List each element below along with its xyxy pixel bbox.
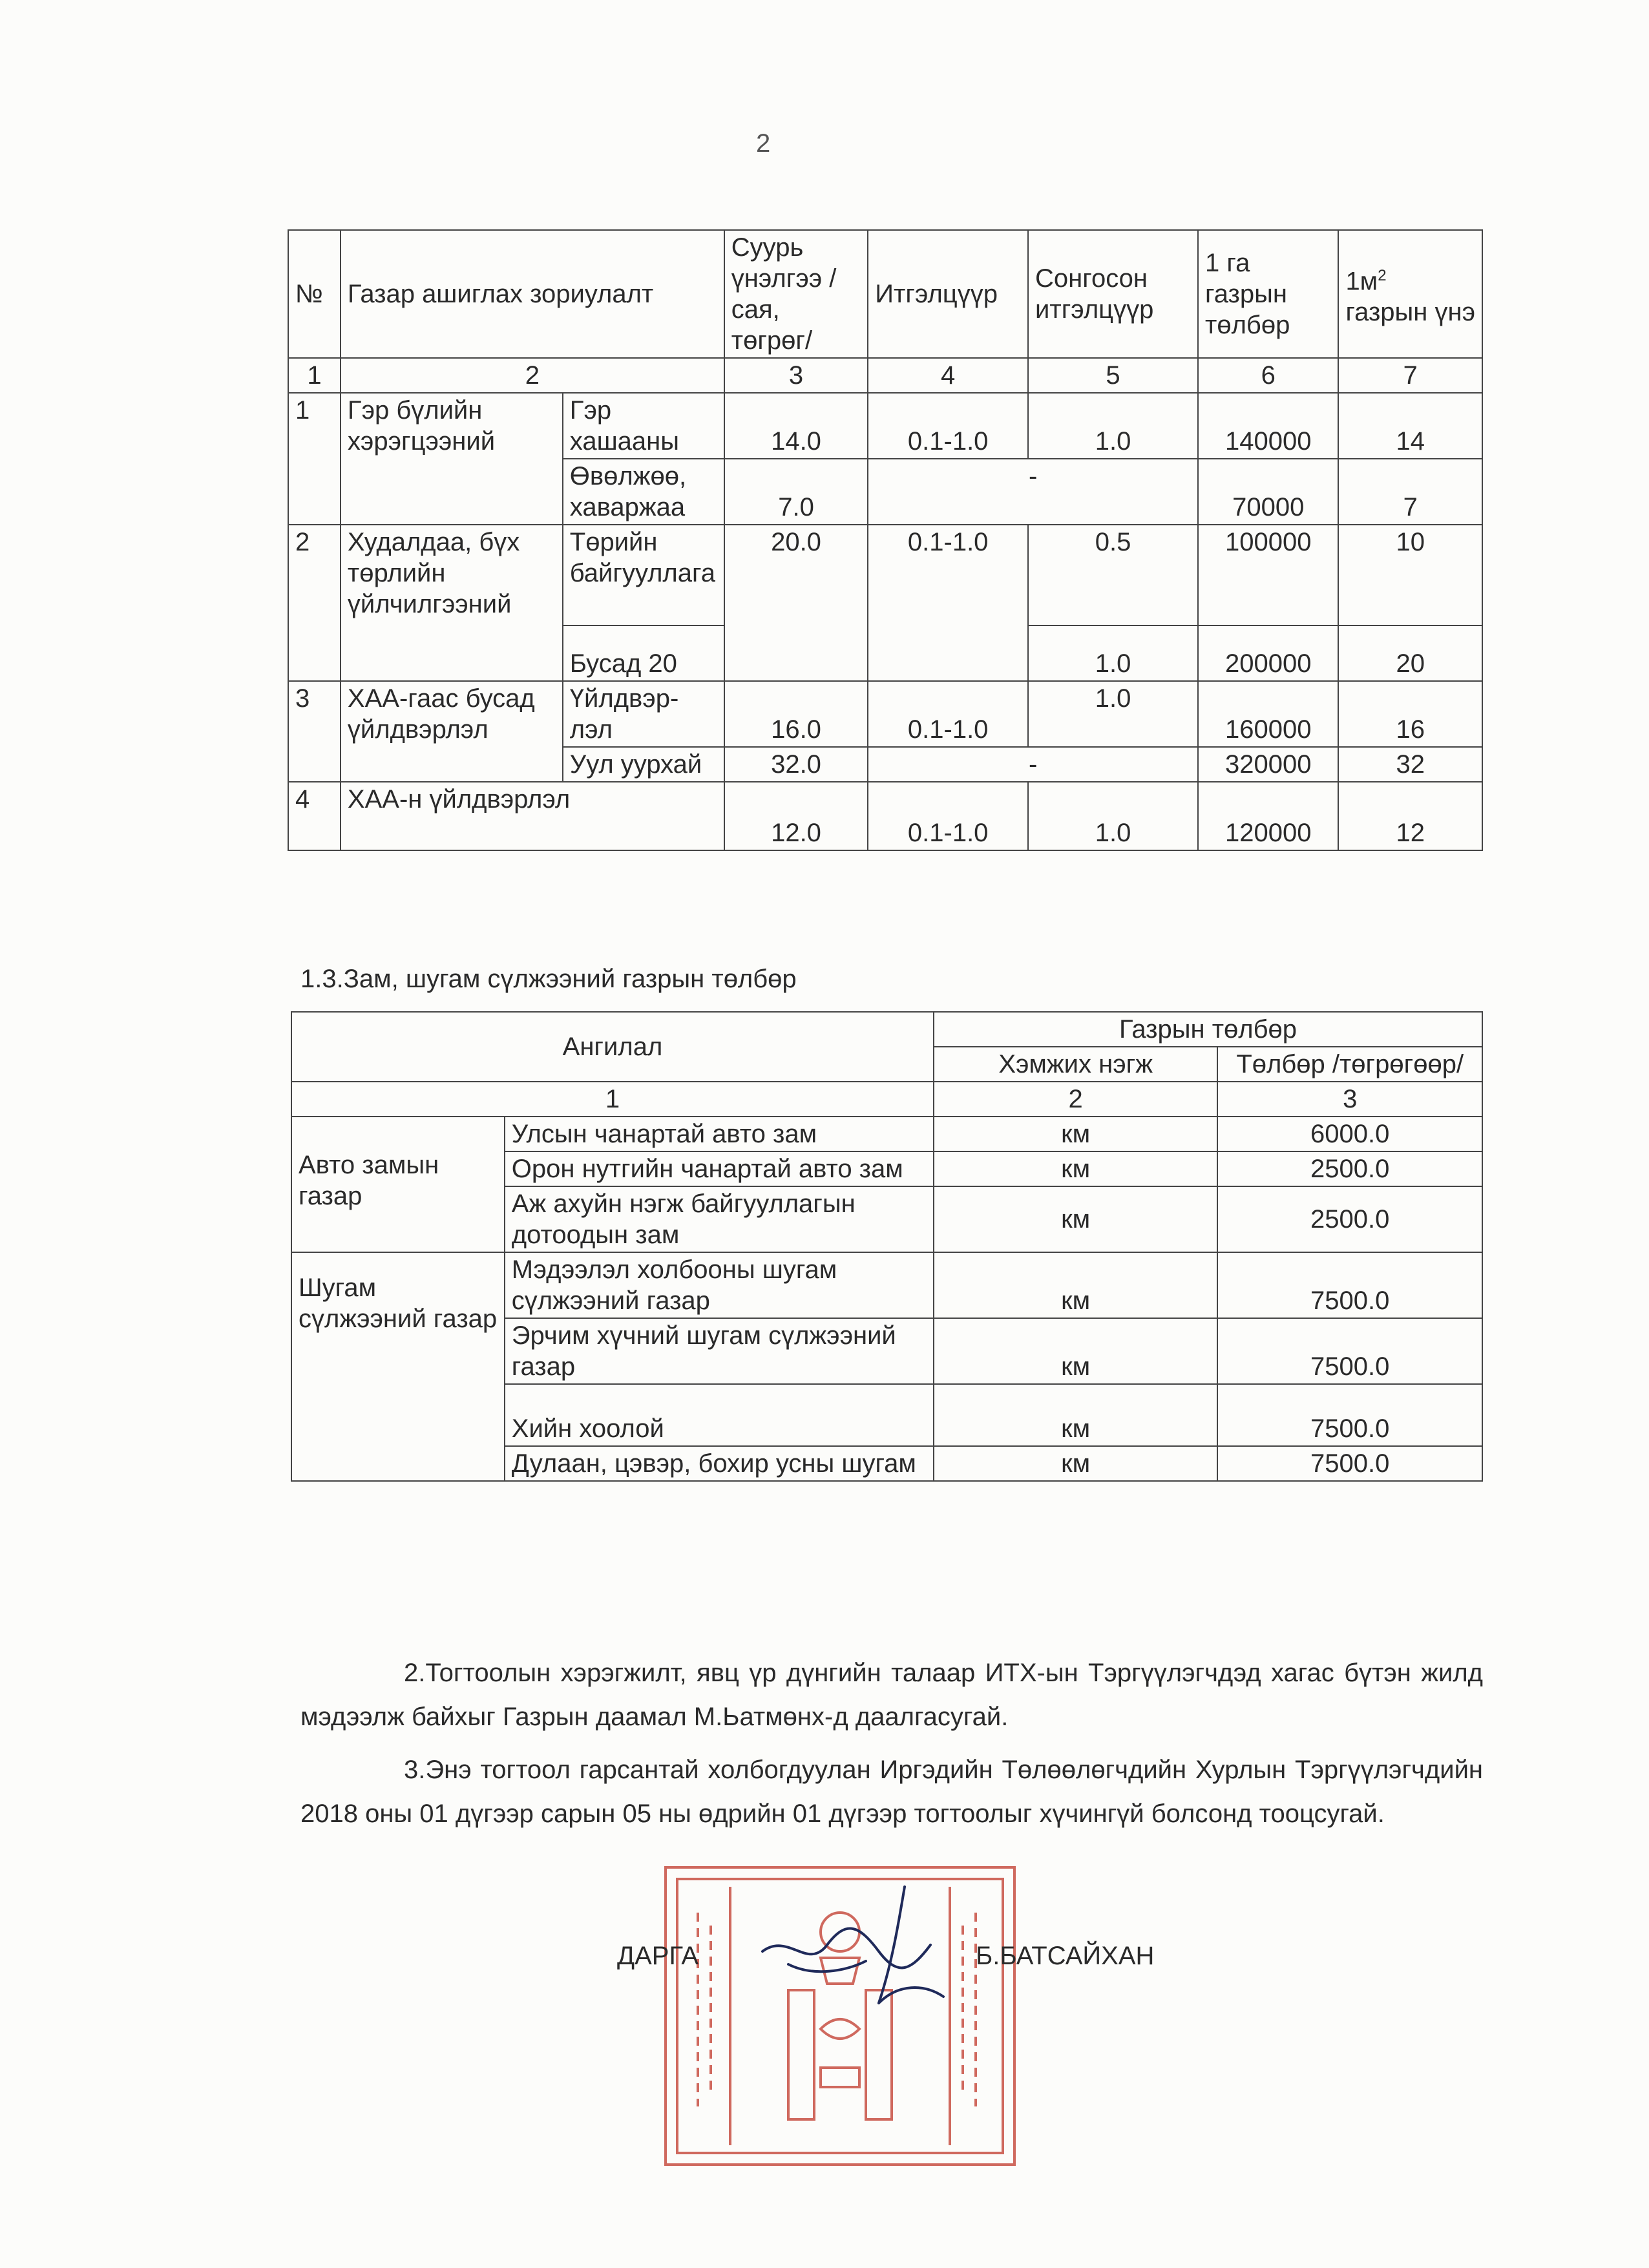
row-subcategory: Өвөлжөө, хаваржаа [563, 459, 724, 525]
item-label: Орон нутгийн чанартай авто зам [505, 1151, 934, 1186]
row-coef: - [868, 459, 1198, 525]
header-base: Суурь үнэлгээ /сая, төгрөг/ [724, 230, 868, 358]
row-purpose: ХАА-н үйлдвэрлэл [341, 782, 724, 850]
row-purpose: Гэр бүлийн хэрэгцээний [341, 393, 563, 525]
table-colnum-row [288, 358, 1482, 393]
colnum: 1 [288, 358, 341, 393]
colnum: 5 [1028, 358, 1198, 393]
row-number: 4 [288, 782, 341, 850]
row-subcategory: Гэр хашааны [563, 393, 724, 459]
table-row [288, 681, 1482, 747]
row-selected: 1.0 [1028, 625, 1198, 681]
row-fee-ha: 100000 [1198, 525, 1338, 625]
row-coef: 0.1-1.0 [868, 782, 1028, 850]
item-value: 6000.0 [1217, 1117, 1482, 1151]
row-subcategory: Үйлдвэр-лэл [563, 681, 724, 747]
header-no: № [288, 230, 341, 358]
table-header-row [288, 230, 1482, 358]
section-title: 1.3.Зам, шугам сүлжээний газрын төлбөр [300, 965, 797, 993]
row-price-m2: 14 [1338, 393, 1482, 459]
row-base: 20.0 [724, 525, 868, 681]
row-base: 16.0 [724, 681, 868, 747]
item-unit: км [934, 1151, 1217, 1186]
group-name: Авто замын газар [291, 1117, 505, 1252]
header-fee: Газрын төлбөр [934, 1012, 1482, 1047]
header-purpose: Газар ашиглах зориулалт [341, 230, 724, 358]
row-selected: 0.5 [1028, 525, 1198, 625]
header-fee-per-ha: 1 га газрын төлбөр [1198, 230, 1338, 358]
row-coef: 0.1-1.0 [868, 681, 1028, 747]
row-selected: 1.0 [1028, 393, 1198, 459]
row-base: 32.0 [724, 747, 868, 782]
row-price-m2: 10 [1338, 525, 1482, 625]
row-price-m2: 12 [1338, 782, 1482, 850]
row-fee-ha: 120000 [1198, 782, 1338, 850]
signer-name: Б.БАТСАЙХАН [976, 1942, 1155, 1970]
row-coef: 0.1-1.0 [868, 525, 1028, 681]
item-unit: км [934, 1186, 1217, 1252]
item-label: Хийн хоолой [505, 1384, 934, 1446]
item-label: Мэдээлэл холбооны шугам сүлжээний газар [505, 1252, 934, 1318]
row-subcategory: Уул уурхай [563, 747, 724, 782]
paragraph-3: 3.Энэ тогтоол гарсантай холбогдуулан Иргэдийн Төлөөлөгчдийн Хурлын Тэргүүлэгчдийн 2018 оны 01 дүгээр сарын 05 ны өдрийн 01 дүгээр тогтоолыг хүчингүй болсонд тооцсугай. [300, 1756, 1483, 1828]
row-price-m2: 7 [1338, 459, 1482, 525]
signer-role: ДАРГА [617, 1942, 699, 1970]
item-unit: км [934, 1252, 1217, 1318]
item-unit: км [934, 1117, 1217, 1151]
handwritten-signature [750, 1874, 995, 2029]
colnum: 7 [1338, 358, 1482, 393]
row-selected: 1.0 [1028, 681, 1198, 747]
header-unit: Хэмжих нэгж [934, 1047, 1217, 1082]
row-base: 12.0 [724, 782, 868, 850]
header-coef: Итгэлцүүр [868, 230, 1028, 358]
row-fee-ha: 200000 [1198, 625, 1338, 681]
row-number: 3 [288, 681, 341, 782]
row-base: 14.0 [724, 393, 868, 459]
row-subcategory: Төрийн байгууллага [563, 525, 724, 625]
table-row [288, 782, 1482, 850]
item-label: Эрчим хүчний шугам сүлжээний газар [505, 1318, 934, 1384]
row-fee-ha: 70000 [1198, 459, 1338, 525]
header-payment: Төлбөр /төгрөгөөр/ [1217, 1047, 1482, 1082]
item-value: 7500.0 [1217, 1446, 1482, 1481]
table-header-row [291, 1012, 1482, 1047]
row-base: 7.0 [724, 459, 868, 525]
item-unit: км [934, 1384, 1217, 1446]
colnum: 1 [291, 1082, 934, 1117]
row-fee-ha: 140000 [1198, 393, 1338, 459]
colnum: 2 [934, 1082, 1217, 1117]
row-number: 1 [288, 393, 341, 525]
header-category: Ангилал [291, 1012, 934, 1082]
header-price-per-m2: $1м^2$ газрын үнэ [1338, 230, 1482, 358]
table-row [291, 1252, 1482, 1318]
row-price-m2: 32 [1338, 747, 1482, 782]
road-fee-table [291, 1011, 1483, 1482]
item-label: Дулаан, цэвэр, бохир усны шугам [505, 1446, 934, 1481]
row-price-m2: 16 [1338, 681, 1482, 747]
item-value: 2500.0 [1217, 1151, 1482, 1186]
paragraph-2: 2.Тогтоолын хэрэгжилт, явц үр дүнгийн талаар ИТХ-ын Тэргүүлэгчдэд хагас бүтэн жилд мэдээлж байхыг Газрын даамал М.Ьатмөнх-д даалгасугай. [300, 1659, 1483, 1731]
colnum: 4 [868, 358, 1028, 393]
item-value: 7500.0 [1217, 1318, 1482, 1384]
row-fee-ha: 320000 [1198, 747, 1338, 782]
row-number: 2 [288, 525, 341, 681]
row-coef: - [868, 747, 1198, 782]
table-row [291, 1117, 1482, 1151]
colnum: 3 [1217, 1082, 1482, 1117]
item-unit: км [934, 1318, 1217, 1384]
item-value: 7500.0 [1217, 1252, 1482, 1318]
item-value: 7500.0 [1217, 1384, 1482, 1446]
colnum: 6 [1198, 358, 1338, 393]
table-colnum-row [291, 1082, 1482, 1117]
land-fee-table [288, 229, 1483, 851]
row-fee-ha: 160000 [1198, 681, 1338, 747]
item-label: Аж ахуйн нэгж байгууллагын дотоодын зам [505, 1186, 934, 1252]
row-price-m2: 20 [1338, 625, 1482, 681]
item-label: Улсын чанартай авто зам [505, 1117, 934, 1151]
group-name: Шугам сүлжээний газар [291, 1252, 505, 1481]
row-coef: 0.1-1.0 [868, 393, 1028, 459]
table-row [288, 393, 1482, 459]
row-purpose: ХАА-гаас бусад үйлдвэрлэл [341, 681, 563, 782]
colnum: 3 [724, 358, 868, 393]
row-subcategory: Бусад 20 [563, 625, 724, 681]
page-number: 2 [756, 129, 771, 158]
item-value: 2500.0 [1217, 1186, 1482, 1252]
row-purpose: Худалдаа, бүх төрлийн үйлчилгээний [341, 525, 563, 681]
table-row [288, 525, 1482, 625]
row-selected: 1.0 [1028, 782, 1198, 850]
item-unit: км [934, 1446, 1217, 1481]
header-selected-coef: Сонгосон итгэлцүүр [1028, 230, 1198, 358]
colnum: 2 [341, 358, 724, 393]
